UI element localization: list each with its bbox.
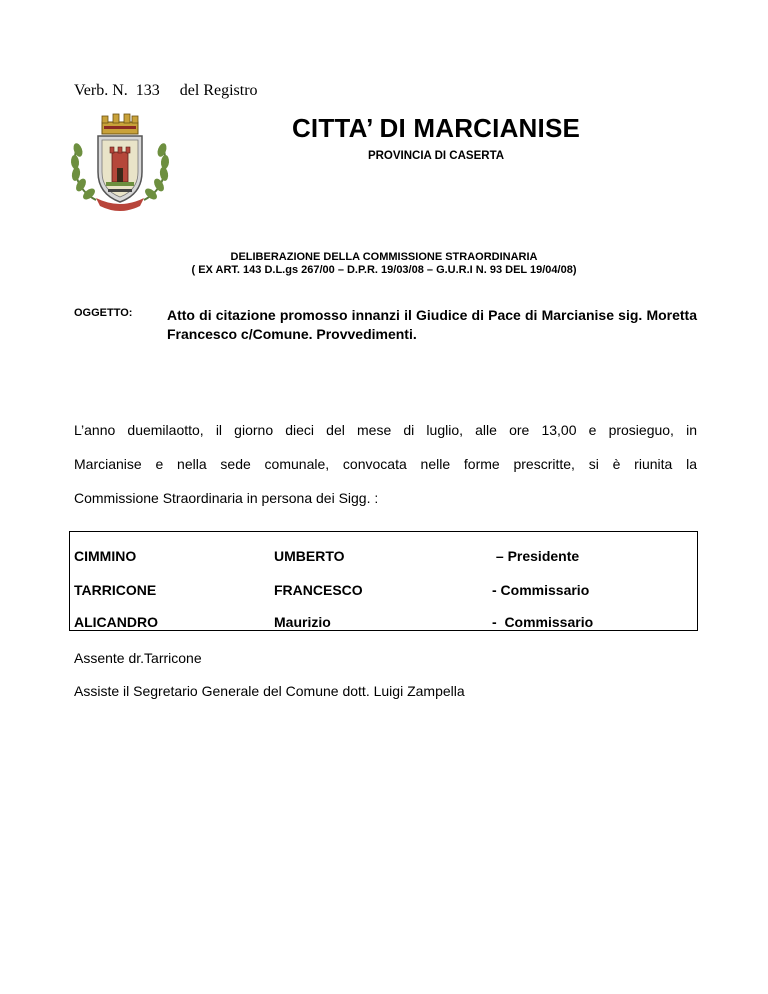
member-role: – Presidente: [492, 548, 580, 564]
register-number-label: Verb. N. 133: [74, 82, 160, 99]
body-line-1: L’anno duemilaotto, il giorno dieci del mese di luglio, alle ore 13,00 e prosieguo, in: [74, 422, 697, 438]
member-name: Maurizio: [274, 614, 331, 630]
body-line-2: Marcianise e nella sede comunale, convocata nelle forme prescritte, si è riunita la: [74, 456, 697, 472]
body-line-3: Commissione Straordinaria in persona dei Sigg. :: [74, 490, 379, 506]
member-surname: TARRICONE: [74, 582, 157, 598]
coat-of-arms-icon: [66, 112, 174, 214]
register-number: [74, 82, 258, 100]
member-name: UMBERTO: [274, 548, 345, 564]
city-title: CITTA’ DI MARCIANISE: [291, 113, 581, 143]
member-name: FRANCESCO: [274, 582, 363, 598]
subject-text: Atto di citazione promosso innanzi il Giudice di Pace di Marcianise sig. Moretta Francesco c/Comune. Provvedimenti.: [167, 307, 697, 342]
register-suffix: del Registro: [179, 82, 258, 99]
absent-note: Assente dr.Tarricone: [74, 650, 202, 666]
deliberation-reference: ( EX ART. 143 D.L.gs 267/00 – D.P.R. 19/03/08 – G.U.R.I N. 93 DEL 19/04/08): [191, 264, 577, 276]
subject-label: OGGETTO:: [74, 307, 133, 319]
member-surname: CIMMINO: [74, 548, 137, 564]
members-table: [69, 531, 698, 631]
members-table-bottom-border: [69, 630, 698, 631]
assist-note: Assiste il Segretario Generale del Comune dott. Luigi Zampella: [74, 683, 465, 699]
member-surname: ALICANDRO: [74, 614, 158, 630]
deliberation-title: DELIBERAZIONE DELLA COMMISSIONE STRAORDINARIA: [230, 251, 538, 263]
member-role: - Commissario: [492, 582, 590, 598]
province-name: PROVINCIA DI CASERTA: [367, 150, 505, 162]
member-role: - Commissario: [492, 614, 594, 630]
